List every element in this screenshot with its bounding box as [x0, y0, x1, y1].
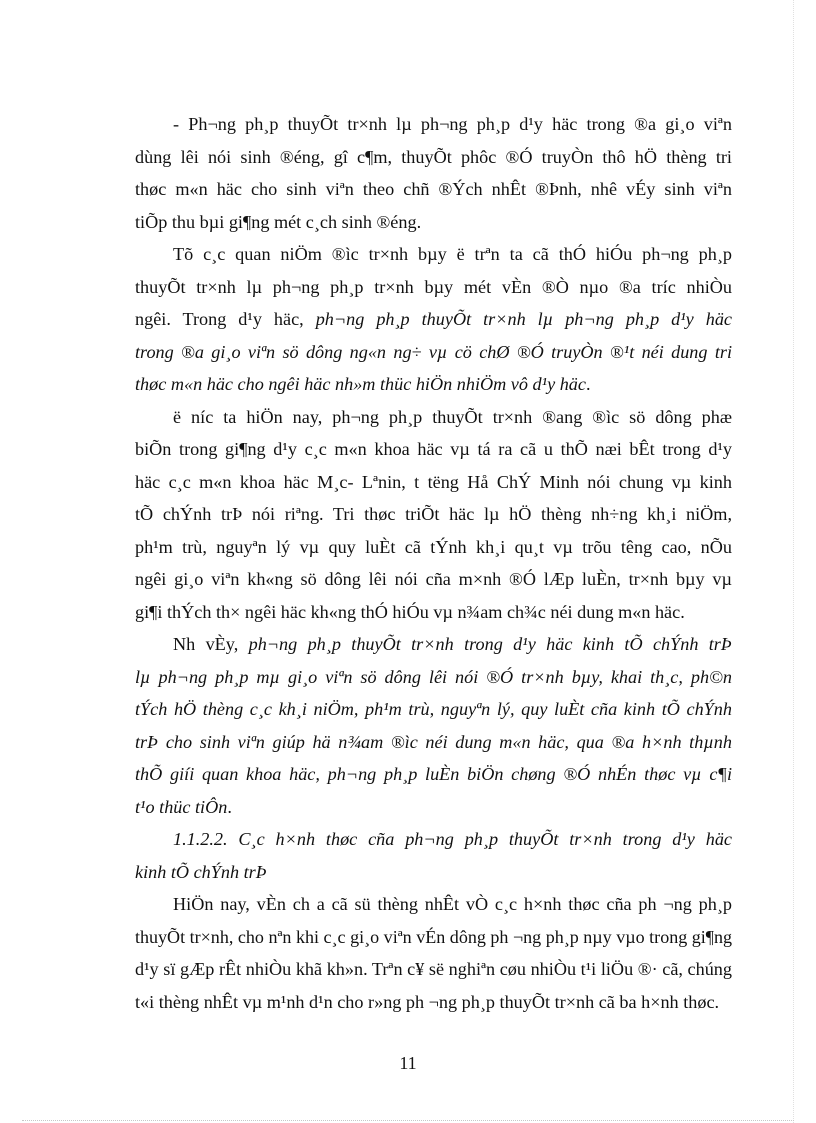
paragraph-3 — [135, 401, 732, 629]
text-line: thøc m«n häc cho ngêi häc nh»m thüc hiÖn nhiÖm vô d¹y häc. — [135, 374, 591, 394]
italic-text: tÝch hÖ thèng c¸c kh¸i niÖm, ph¹m trù, nguyªn lý, quy luÈt cña kinh tÕ chÝnh — [135, 699, 732, 719]
text-line: ph¹m trù, nguyªn lý vµ quy luÈt cã tÝnh kh¸i qu¸t vµ trõu têng cao, nÕu — [135, 536, 732, 557]
text-line: ë níc ta hiÖn nay, ph¬ng ph¸p thuyÕt tr×nh ®ang ®ìc sö dông phæ — [173, 406, 732, 427]
text-line: häc c¸c m«n khoa häc M¸c- Lªnin, t tëng Hå ChÝ Minh nói chung vµ kinh — [135, 471, 732, 492]
text-line: thuyÕt tr×nh lµ ph¬ng ph¸p tr×nh bµy mét vÈn ®Ò nµo ®a tríc nhiÒu — [135, 276, 732, 297]
body-text — [135, 108, 732, 1018]
italic-text: kinh tÕ chÝnh trÞ — [135, 861, 267, 882]
text-line: tÕ chÝnh trÞ nói riªng. Tri thøc triÕt häc lµ hÖ thèng nh÷ng kh¸i niÖm, — [135, 504, 732, 524]
text-line — [135, 336, 732, 369]
text-line: thuyÕt tr×nh, cho nªn khi c¸c gi¸o viªn vÉn dông ph ¬ng ph¸p nµy vµo trong gi¶ng — [135, 926, 732, 947]
italic-text: ph¬ng ph¸p thuyÕt tr×nh trong d¹y häc kinh tÕ chÝnh trÞ — [248, 634, 732, 654]
text-line: tiÕp thu bµi gi¶ng mét c¸ch sinh ®éng. — [135, 211, 422, 232]
page-number: 11 — [399, 1053, 417, 1073]
italic-text: thøc m«n häc cho ngêi häc nh»m thüc hiÖn nhiÖm vô d¹y häc — [135, 374, 586, 394]
text-line: - Ph¬ng ph¸p thuyÕt tr×nh lµ ph¬ng ph¸p d¹y häc trong ®a gi¸o viªn — [173, 114, 732, 134]
text-line: biÕn trong gi¶ng d¹y c¸c m«n khoa häc vµ tá ra cã u thÕ næi bÊt trong d¹y — [135, 439, 732, 459]
section-heading-line — [135, 823, 732, 856]
text-line — [135, 758, 732, 791]
text-line: gi¶i thÝch th× ngêi häc kh«ng thÓ hiÓu vµ n¾am ch¾c néi dung m«n häc. — [135, 601, 685, 622]
section-heading-line — [135, 856, 732, 889]
section-heading — [135, 823, 732, 888]
paragraph-1 — [135, 108, 732, 238]
italic-text: trong ®a gi¸o viªn sö dông ng«n ng÷ vµ cö chØ ®Ó truyÒn ®¹t néi dung tri — [135, 341, 732, 362]
italic-text: t¹o thüc tiÔn — [135, 796, 228, 817]
text-line: ngêi. Trong d¹y häc, ph¬ng ph¸p thuyÕt tr×nh lµ ph¬ng ph¸p d¹y häc — [135, 309, 732, 329]
text-line: Nh vÈy, ph¬ng ph¸p thuyÕt tr×nh trong d¹y häc kinh tÕ chÝnh trÞ — [173, 634, 732, 654]
text-line: HiÖn nay, vÈn ch a cã sü thèng nhÊt vÒ c¸c h×nh thøc cña ph ¬ng ph¸p — [173, 894, 732, 914]
italic-text: trÞ cho sinh viªn giúp hä n¾am ®ìc néi dung m«n häc, qua ®a h×nh thµnh — [135, 731, 732, 752]
text-line — [135, 693, 732, 726]
text-line — [135, 726, 732, 759]
italic-text: 1.1.2.2. C¸c h×nh thøc cña ph¬ng ph¸p thuyÕt tr×nh trong d¹y häc — [173, 829, 732, 849]
text-line — [135, 661, 732, 694]
text-line: dùng lêi nói sinh ®éng, gî c¶m, thuyÕt phôc ®Ó truyÒn thô hÖ thèng tri — [135, 146, 732, 167]
text-line: t«i thèng nhÊt vµ m¹nh d¹n cho r»ng ph ¬ng ph¸p thuyÕt tr×nh cã ba h×nh thøc. — [135, 991, 720, 1012]
text-line: d¹y sï gÆp rÊt nhiÒu khã kh»n. Trªn c¥ së nghiªn cøu nhiÒu t¹i liÖu ®· cã, chúng — [135, 959, 732, 979]
italic-text: lµ ph¬ng ph¸p mµ gi¸o viªn sö dông lêi nói ®Ó tr×nh bµy, khai th¸c, ph©n — [135, 666, 732, 687]
paragraph-4 — [135, 628, 732, 823]
page-footer-divider — [22, 1120, 794, 1121]
paragraph-2 — [135, 238, 732, 401]
text-line: Tõ c¸c quan niÖm ®ìc tr×nh bµy ë trªn ta cã thÓ hiÓu ph¬ng ph¸p — [173, 244, 732, 264]
page-edge-divider — [793, 0, 794, 1123]
text-line: ngêi gi¸o viªn kh«ng sö dông lêi nói cña m×nh ®Ó lÆp luÈn, tr×nh bµy vµ — [135, 569, 732, 589]
text-line: t¹o thüc tiÔn. — [135, 796, 232, 817]
text-line: thøc m«n häc cho sinh viªn theo chñ ®Ých nhÊt ®Þnh, nhê vÉy sinh viªn — [135, 179, 732, 199]
paragraph-5 — [135, 888, 732, 1018]
italic-text: ph¬ng ph¸p thuyÕt tr×nh lµ ph¬ng ph¸p d¹y häc — [315, 309, 732, 329]
italic-text: thÕ giíi quan khoa häc, ph¬ng ph¸p luÈn biÖn chøng ®Ó nhÉn thøc vµ c¶i — [135, 764, 732, 784]
